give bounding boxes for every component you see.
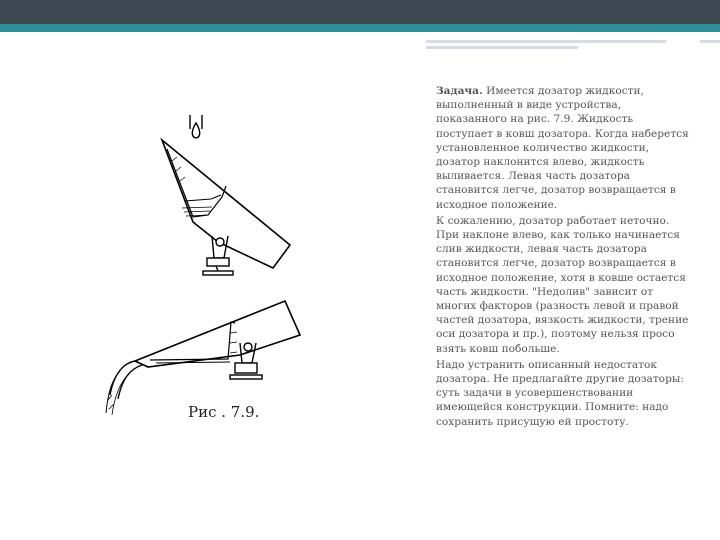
paragraph-1-text: Имеется дозатор жидкости, выполненный в виде устройства, показанного на рис. 7.9. Жидкость поступает в ковш дозатора. Когда наберется установленное количество жидкости, дозатор наклонится влево, жидкость выливается. Левая часть дозатора становится легче, дозатор возвращается в исходное положение. (436, 85, 689, 211)
decorative-line-2 (426, 46, 578, 49)
bucket-body-bottom (135, 301, 300, 367)
liquid-level-top (185, 195, 221, 201)
pivot-top (216, 238, 224, 246)
liquid-drop (192, 123, 200, 138)
bucket-inner-top (167, 149, 226, 217)
dosing-device-figure (90, 95, 320, 445)
bucket-inner-bottom (150, 322, 235, 360)
figure-caption: Рис . 7.9. (188, 403, 260, 421)
pivot-bottom (244, 343, 252, 351)
problem-heading: Задача. (436, 85, 483, 97)
stand-block-top (207, 258, 229, 266)
stand-stem-top (216, 266, 218, 271)
paragraph-2: К сожалению, дозатор работает неточно. При наклоне влево, как только начинается слив жидкости, левая часть дозатора становится легче, дозатор возвращается в исходное положение, хотя в ковше остается часть жидкости. "Недолив" зависит от многих факторов (разность левой и правой частей дозатора, вязкость жидкости, трение оси дозатора и пр.), поэтому нельзя просо взять ковш побольше. (436, 214, 689, 355)
stand-base-bottom (230, 375, 262, 379)
decorative-line-3 (700, 40, 720, 43)
stand-block-bottom (235, 363, 257, 373)
spout-curve-inner (118, 365, 142, 399)
top-bar (0, 0, 720, 24)
decorative-line-1 (426, 40, 666, 43)
accent-line (0, 24, 720, 32)
stand-base-top (203, 271, 233, 275)
spout-curve-outer (110, 361, 135, 395)
problem-text (436, 84, 692, 431)
paragraph-1 (436, 84, 692, 212)
paragraph-3: Надо устранить описанный недостаток дозатора. Не предлагайте другие дозаторы: суть задачи в усовершенствовании имеющейся конструкции. Помните: надо сохранить присущую ей простоту. (436, 358, 684, 428)
